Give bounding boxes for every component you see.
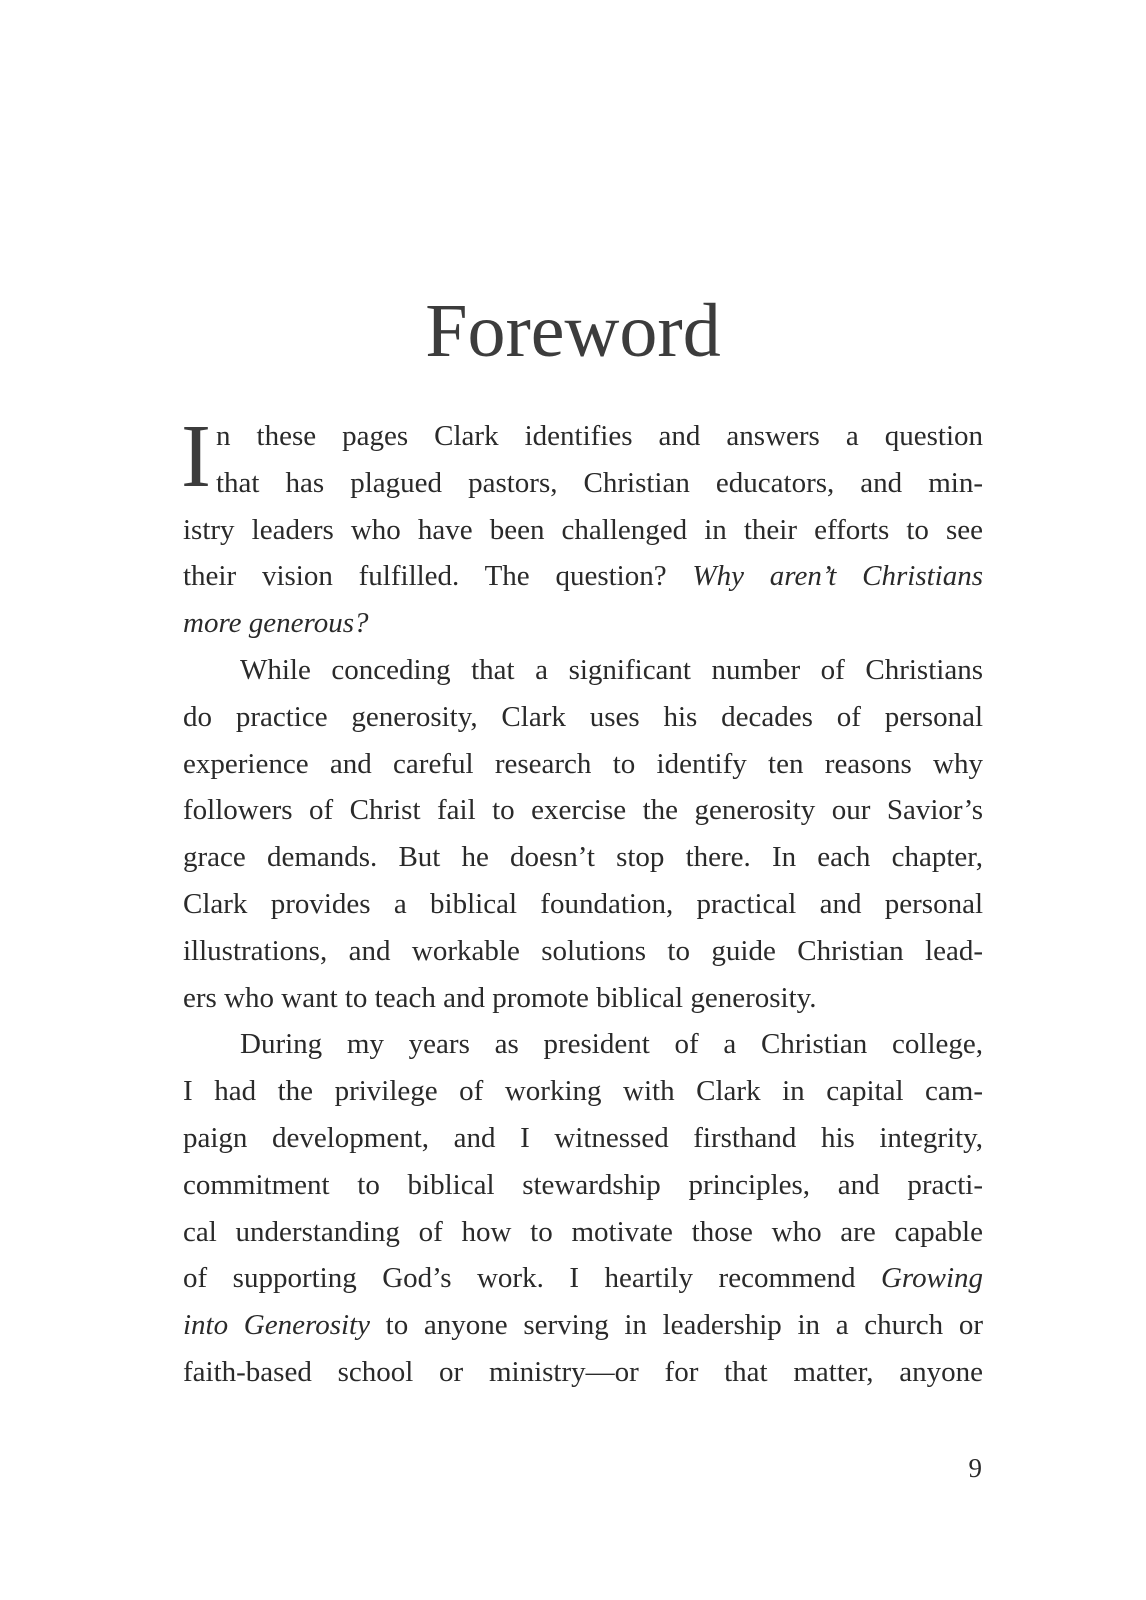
text-line: I n these pages Clark identifies and answers a question [181, 407, 983, 506]
text-line: ers who want to teach and promote biblical generosity. [183, 981, 817, 1014]
book-title-italic: Growing [880, 1262, 984, 1295]
chapter-title: Foreword [425, 289, 721, 373]
text-line: of supporting God’s work. I heartily recommend Growing [183, 1262, 984, 1295]
text-line: faith-based school or ministry—or for that matter, anyone [183, 1355, 983, 1388]
text-line: Clark provides a biblical foundation, practical and personal [183, 887, 983, 920]
text-line [183, 600, 983, 647]
text-line: followers of Christ fail to exercise the generosity our Savior’s [183, 794, 983, 827]
text-line: While conceding that a significant number of Christians [240, 653, 983, 686]
text-line: into Generosity to anyone serving in leadership in a church or [183, 1309, 984, 1342]
text-line: istry leaders who have been challenged in their efforts to see [183, 513, 983, 546]
paragraph-1 [181, 407, 984, 647]
paragraph-3 [183, 1021, 983, 1395]
text-line: illustrations, and workable solutions to guide Christian lead- [183, 934, 983, 967]
text-line: experience and careful research to identify ten reasons why [183, 747, 983, 780]
text-line: their vision fulfilled. The question? Why aren’t Christians [183, 560, 984, 593]
paragraph-2 [183, 647, 983, 1021]
text-line: commitment to biblical stewardship principles, and practi- [183, 1168, 983, 1201]
text-line: cal understanding of how to motivate those who are capable [183, 1215, 983, 1248]
italic-question: Why aren’t Christians [692, 560, 984, 593]
drop-cap: I [181, 407, 211, 506]
body-text [181, 407, 984, 1396]
text-line: grace demands. But he doesn’t stop there. In each chapter, [183, 841, 983, 874]
text-line: that has plagued pastors, Christian educators, and min- [216, 466, 983, 499]
text-line: I had the privilege of working with Clark in capital cam- [183, 1075, 983, 1108]
book-title-italic: into Generosity [183, 1309, 370, 1342]
italic-question-end: more generous? [183, 607, 369, 640]
text-line: do practice generosity, Clark uses his decades of personal [183, 700, 983, 733]
text-line: paign development, and I witnessed firsthand his integrity, [183, 1121, 983, 1154]
text-line: During my years as president of a Christian college, [240, 1028, 983, 1061]
page-number: 9 [968, 1453, 982, 1483]
